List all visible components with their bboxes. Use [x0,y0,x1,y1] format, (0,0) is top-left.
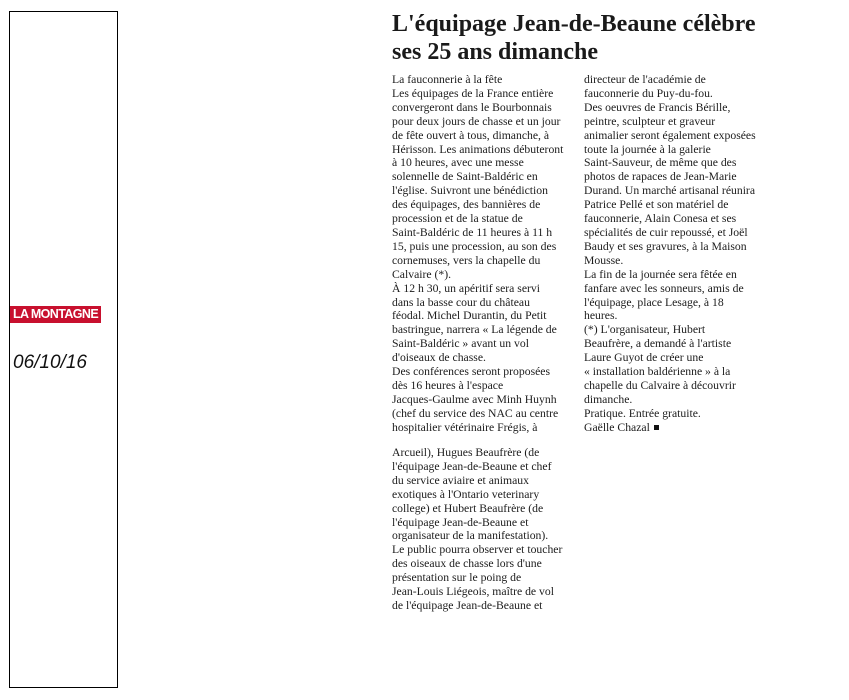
article-text-line: solennelle de Saint-Baldéric en [392,170,538,184]
article-text-line: 15, puis une procession, au son des [392,239,557,253]
article-text-line: « installation baldérienne » à la [584,365,731,379]
article-text-line: convergeront dans le Bourbonnais [392,100,552,114]
article-text-line: Les équipages de la France entière [392,86,554,100]
article-text-line: Mousse. [584,253,624,267]
article-column-1-top [392,73,582,435]
article-text-line: de l'équipage Jean-de-Beaune et [392,598,543,612]
article-text-line: directeur de l'académie de [584,73,706,86]
article-text-line: l'équipage, place Lesage, à 18 [584,295,724,309]
article-text-line: animalier seront également exposées [584,128,756,142]
article-text-line: Le public pourra observer et toucher [392,543,563,557]
end-of-article-square-icon [654,425,659,430]
article-text-line: Patrice Pellé et son matériel de [584,198,729,212]
article-text-line: cornemuses, vers la chapelle du [392,253,541,267]
article-text-line: heures. [584,309,618,323]
article-headline: L'équipage Jean-de-Beaune célèbre ses 25 ans dimanche [392,11,756,65]
article-text-line: Baudy et ses gravures, à la Maison [584,239,747,253]
article-text-line: d'oiseaux de chasse. [392,351,486,365]
article-text-line: du service aviaire et animaux [392,473,529,487]
article-text-line: Saint-Sauveur, de même que des [584,156,737,170]
article-text-line: Laure Guyot de créer une [584,351,704,365]
article-text-line: l'équipage Jean-de-Beaune et chef [392,459,552,473]
article-text-line: hospitalier vétérinaire Frégis, à [392,420,538,434]
article-text-line: photos de rapaces de Jean-Marie [584,170,737,184]
article-text-line: (*) L'organisateur, Hubert [584,323,706,337]
article-text-line: Saint-Baldéric de 11 heures à 11 h [392,225,553,239]
article-text-line: pour deux jours de chasse et un jour [392,114,561,128]
article-text-line: La fin de la journée sera fêtée en [584,267,737,281]
article-text-line: dimanche. [584,392,633,406]
article-text-line: À 12 h 30, un apéritif sera servi [392,281,540,295]
source-date-panel [9,11,118,688]
article-text-line: dans la basse cour du château [392,295,530,309]
article-text-line: à 10 heures, avec une messe [392,156,524,170]
article-text-line: (chef du service des NAC au centre [392,406,559,420]
article-text-line: Hérisson. Les animations débuteront [392,142,564,156]
article-text-line: Des conférences seront proposées [392,365,551,379]
newspaper-logo: LA MONTAGNE [10,306,101,323]
article-byline: Gaëlle Chazal [584,421,774,435]
article-text-line: l'église. Suivront une bénédiction [392,184,548,198]
article-text-line: Durand. Un marché artisanal réunira [584,184,756,198]
article-text-line: féodal. Michel Durantin, du Petit [392,309,547,323]
article-text-line: peintre, sculpteur et graveur [584,114,716,128]
article-text-line: fauconnerie du Puy-du-fou. [584,86,713,100]
article-text-line: l'équipage Jean-de-Beaune et [392,515,529,529]
article-column-1-bottom [392,446,582,613]
article-text-line: bastringue, narrera « La légende de [392,323,557,337]
article-text-line: La fauconnerie à la fête [392,73,503,86]
article-text-line: Saint-Baldéric » avant un vol [392,337,529,351]
article-text-line: spécialités de cuir repoussé, et Joël [584,225,748,239]
article-column-2 [584,73,774,435]
article-text-line: exotiques à l'Ontario veterinary [392,487,540,501]
article-text-line: Arcueil), Hugues Beaufrère (de [392,446,540,459]
article-text-line: de fête ouvert à tous, dimanche, à [392,128,550,142]
article-text-line: Calvaire (*). [392,267,452,281]
article-text-line: Des oeuvres de Francis Bérille, [584,100,731,114]
article-text-line: des équipages, des bannières de [392,198,541,212]
article-text-line: des oiseaux de chasse lors d'une [392,557,542,571]
article-text-line: toute la journée à la galerie [584,142,711,156]
publication-date: 06/10/16 [13,352,87,373]
article-text-line: chapelle du Calvaire à découvrir [584,378,736,392]
article-text-line: Jean-Louis Liégeois, maître de vol [392,585,554,599]
article-text-line: fauconnerie, Alain Conesa et ses [584,212,737,226]
article-text-line: Pratique. Entrée gratuite. [584,406,701,420]
article-text-line: college) et Hubert Beaufrère (de [392,501,544,515]
article-text-line: Jacques-Gaulme avec Minh Huynh [392,392,557,406]
article-text-line: dès 16 heures à l'espace [392,378,504,392]
article-text-line: présentation sur le poing de [392,571,522,585]
article-text-line: organisateur de la manifestation). [392,529,549,543]
article-text-line: procession et de la statue de [392,212,523,226]
article-text-line: fanfare avec les sonneurs, amis de [584,281,744,295]
article-text-line: Beaufrère, a demandé à l'artiste [584,337,732,351]
